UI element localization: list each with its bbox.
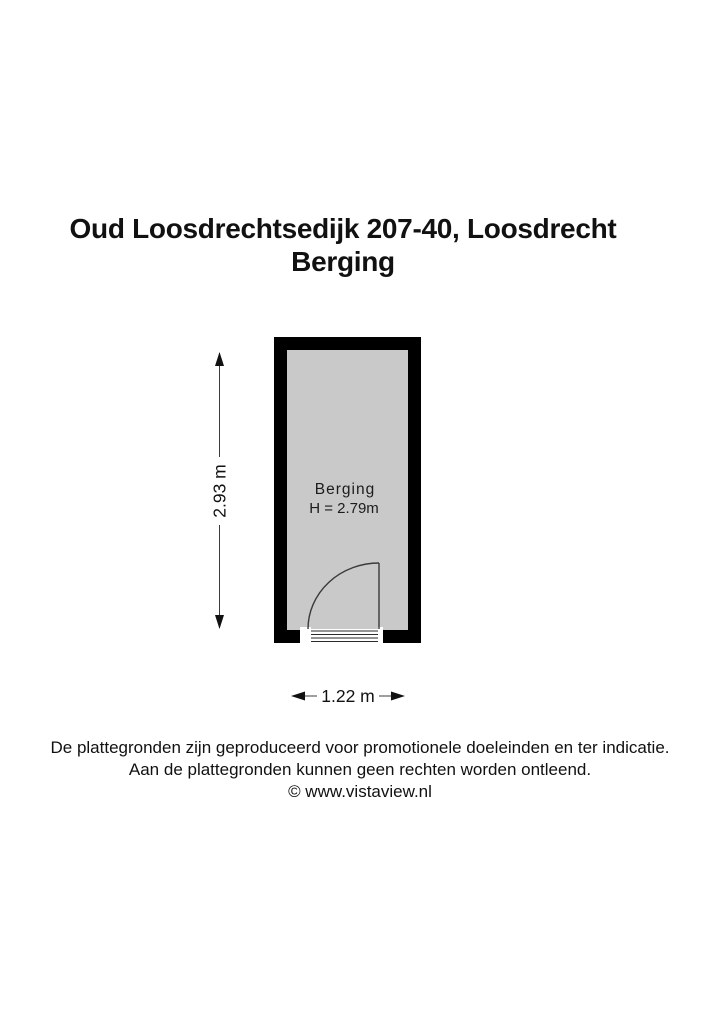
room-name-label: Berging — [314, 481, 376, 498]
arrow-down-icon — [215, 615, 224, 629]
copyright-credit: © www.vistaview.nl — [288, 782, 432, 801]
arrow-left-icon — [291, 692, 305, 701]
footer-disclaimer — [0, 737, 720, 803]
title-room-name: Berging — [291, 246, 395, 277]
door-jamb-left — [300, 627, 311, 642]
dimension-width-label: 1.22 m — [321, 686, 375, 706]
room-height-label: H = 2.79m — [309, 500, 379, 517]
arrow-right-icon — [391, 692, 405, 701]
door-threshold — [300, 627, 383, 643]
dimension-horizontal — [291, 686, 405, 706]
dimension-height-label: 2.93 m — [209, 464, 230, 518]
dimension-vertical — [210, 352, 230, 629]
door-jamb-right — [378, 627, 383, 642]
title-address: Oud Loosdrechtsedijk 207-40, Loosdrecht — [69, 213, 617, 244]
arrow-up-icon — [215, 352, 224, 366]
disclaimer-line-2: Aan de plattegronden kunnen geen rechten worden ontleend. — [128, 760, 592, 779]
disclaimer-line-1: De plattegronden zijn geproduceerd voor promotionele doeleinden en ter indicatie. — [50, 738, 670, 757]
